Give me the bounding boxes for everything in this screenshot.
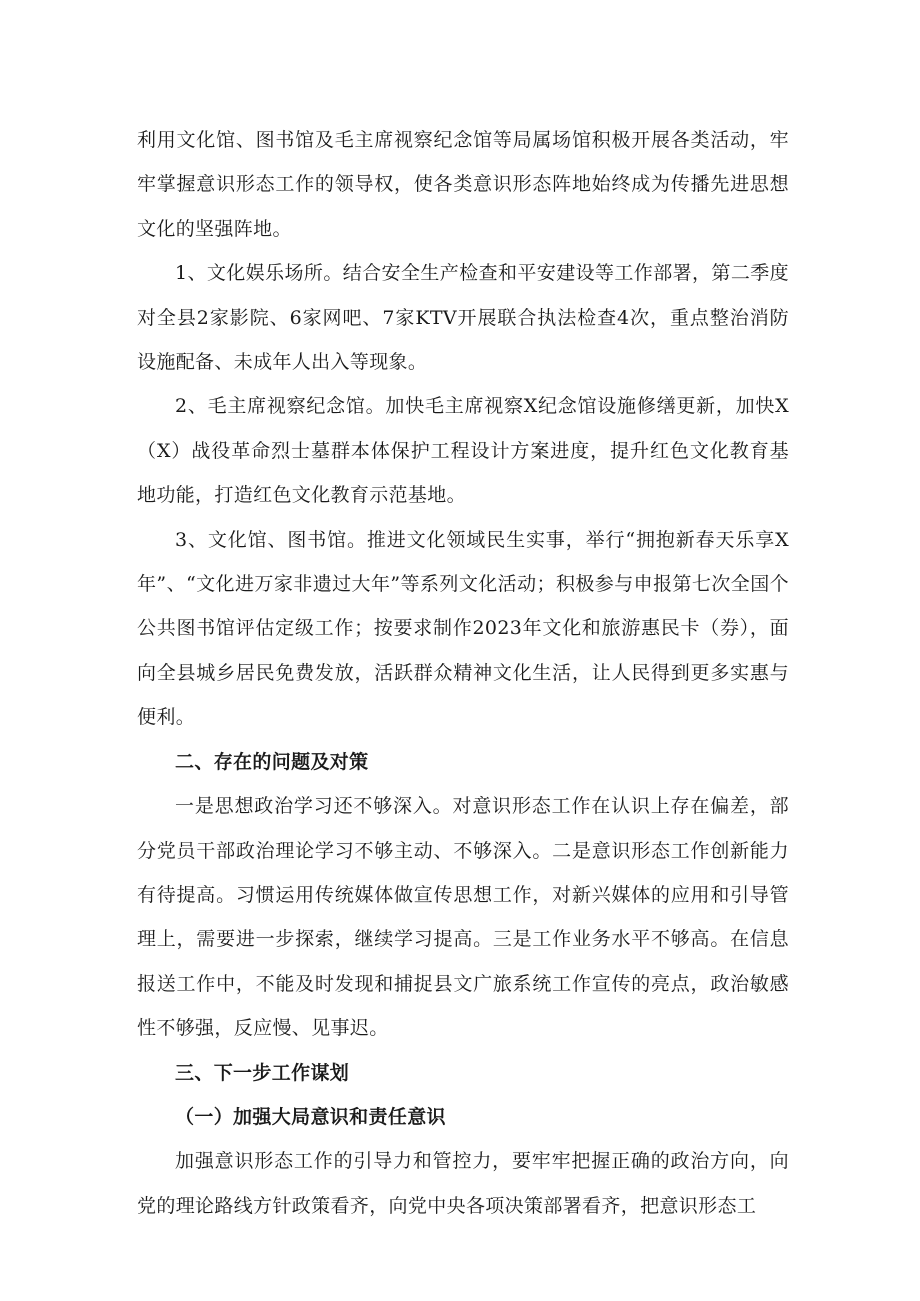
paragraph-awareness: 加强意识形态工作的引导力和管控力，要牢牢把握正确的政治方向，向党的理论路线方针政策看齐，向党中央各项决策部署看齐，把意识形态工: [137, 1150, 789, 1217]
paragraph-memorial-hall: 2、毛主席视察纪念馆。加快毛主席视察X纪念馆设施修缮更新，加快X（X）战役革命烈士墓群本体保护工程设计方案进度，提升红色文化教育基地功能，打造红色文化教育示范基地。: [137, 395, 789, 507]
paragraph-cultural-center-library: 3、文化馆、图书馆。推进文化领域民生实事，举行“拥抱新春天乐享X年”、“文化进万家非遗过大年”等系列文化活动；积极参与申报第七次全国个公共图书馆评估定级工作；按要求制作2023年文化和旅游惠民卡（券），面向全县城乡居民免费发放，活跃群众精神文化生活，让人民得到更多实惠与便利。: [137, 528, 789, 729]
section-heading-next-steps: 三、下一步工作谋划: [175, 1061, 350, 1084]
section-heading-problems: 二、存在的问题及对策: [175, 750, 369, 773]
subsection-heading-awareness: （一）加强大局意识和责任意识: [175, 1105, 446, 1128]
document-body: [137, 118, 789, 1228]
paragraph-continuation: 利用文化馆、图书馆及毛主席视察纪念馆等局属场馆积极开展各类活动，牢牢掌握意识形态工作的领导权，使各类意识形态阵地始终成为传播先进思想文化的坚强阵地。: [137, 129, 789, 240]
paragraph-problems: 一是思想政治学习还不够深入。对意识形态工作在认识上存在偏差，部分党员干部政治理论学习不够主动、不够深入。二是意识形态工作创新能力有待提高。习惯运用传统媒体做宣传思想工作，对新兴媒体的应用和引导管理上，需要进一步探索，继续学习提高。三是工作业务水平不够高。在信息报送工作中，不能及时发现和捕捉县文广旅系统工作宣传的亮点，政治敏感性不够强，反应慢、见事迟。: [137, 795, 789, 1040]
paragraph-entertainment-venues: 1、文化娱乐场所。结合安全生产检查和平安建设等工作部署，第二季度对全县2家影院、6家网吧、7家KTV开展联合执法检查4次，重点整治消防设施配备、未成年人出入等现象。: [137, 262, 789, 374]
